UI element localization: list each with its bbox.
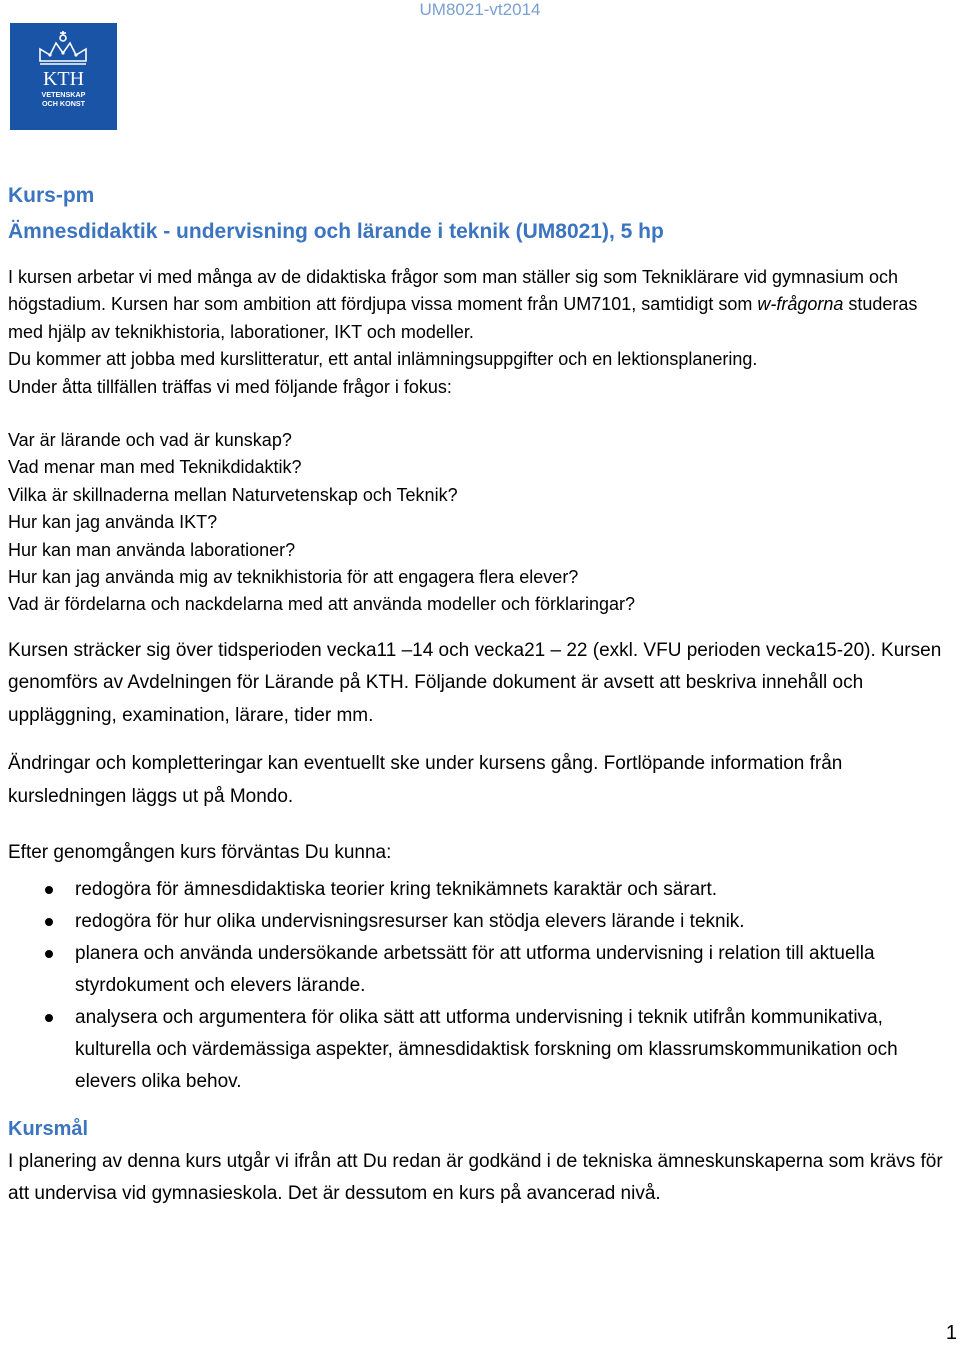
bullet-icon xyxy=(45,918,53,926)
kth-logo xyxy=(10,23,117,130)
goal-item xyxy=(8,938,943,1002)
question-item: Vad är fördelarna och nackdelarna med att använda modeller och förklaringar? xyxy=(8,594,636,615)
question-item: Var är lärande och vad är kunskap? xyxy=(8,430,292,451)
goal-text: redogöra för hur olika undervisningsresurser kan stödja elevers lärande i teknik. xyxy=(75,910,745,932)
document-body xyxy=(8,178,943,1211)
page-number: 1 xyxy=(945,1322,957,1344)
goal-item xyxy=(8,874,943,906)
intro-text-1: I kursen arbetar vi med många av de didaktiska frågor som man ställer sig som Tekniklärare vid gymnasium och högstadium. Kursen har som ambition att fördjupa vissa moment från UM7101, samtidigt som xyxy=(8,267,899,315)
kursmal-paragraph: I planering av denna kurs utgår vi ifrån att Du redan är godkänd i de tekniska ämneskunskaperna som krävs för att undervisa vid gymnasieskola. Det är dessutom en kurs på avancerad nivå. xyxy=(8,1150,943,1205)
document-title: Kurs-pm xyxy=(8,184,95,207)
document-code-header: UM8021-vt2014 xyxy=(419,0,541,19)
course-period-paragraph: Kursen sträcker sig över tidsperioden vecka11 –14 och vecka21 – 22 (exkl. VFU perioden vecka15-20). Kursen genomförs av Avdelningen för Lärande på KTH. Följande dokument är avsett att beskriva innehåll och uppläggning, examination, lärare, tider mm. xyxy=(8,639,942,726)
intro-paragraph-2: Du kommer att jobba med kurslitteratur, ett antal inlämningsuppgifter och en lektionsplanering. xyxy=(8,349,758,370)
changes-paragraph: Ändringar och kompletteringar kan eventuellt ske under kursens gång. Fortlöpande information från kursledningen läggs ut på Mondo. xyxy=(8,753,843,807)
question-item: Vilka är skillnaderna mellan Naturvetenskap och Teknik? xyxy=(8,484,458,505)
question-item: Vad menar man med Teknikdidaktik? xyxy=(8,457,302,478)
kth-logo-graphic xyxy=(10,23,117,130)
question-item: Hur kan jag använda mig av teknikhistoria för att engagera flera elever? xyxy=(8,567,579,588)
intro-paragraph-1 xyxy=(8,264,943,346)
question-item: Hur kan jag använda IKT? xyxy=(8,512,218,533)
question-list xyxy=(8,427,943,619)
goal-text: planera och använda undersökande arbetssätt för att utforma undervisning i relation till aktuella styrdokument och elevers lärande. xyxy=(75,942,875,996)
kursmal-heading: Kursmål xyxy=(8,1117,89,1140)
question-item: Hur kan man använda laborationer? xyxy=(8,539,296,560)
goal-text: redogöra för ämnesdidaktiska teorier kring teknikämnets karaktär och särart. xyxy=(75,878,718,900)
intro-text-1-end: studeras med hjälp av teknikhistoria, laborationer, IKT och modeller. xyxy=(8,294,918,342)
goals-list xyxy=(8,874,943,1098)
logo-main-text: KTH xyxy=(42,68,85,90)
bullet-icon xyxy=(45,950,53,958)
intro-emphasis: w-frågorna xyxy=(757,294,844,315)
bullet-icon xyxy=(45,886,53,894)
document-subtitle: Ämnesdidaktik - undervisning och lärande i teknik (UM8021), 5 hp xyxy=(8,220,664,243)
goals-intro: Efter genomgången kurs förväntas Du kunna: xyxy=(8,842,392,864)
logo-line2-text: OCH KONST xyxy=(41,99,86,108)
intro-section xyxy=(8,264,943,401)
goal-text: analysera och argumentera för olika sätt att utforma undervisning i teknik utifrån kommunikativa, kulturella och värdemässiga aspekter, ämnesdidaktisk forskning om klassrumskommunikation och elevers olika behov. xyxy=(75,1006,898,1092)
goal-item xyxy=(8,1002,943,1098)
logo-line1-text: VETENSKAP xyxy=(41,90,86,99)
intro-paragraph-3: Under åtta tillfällen träffas vi med följande frågor i fokus: xyxy=(8,376,452,397)
bullet-icon xyxy=(45,1014,53,1022)
goal-item xyxy=(8,906,943,938)
